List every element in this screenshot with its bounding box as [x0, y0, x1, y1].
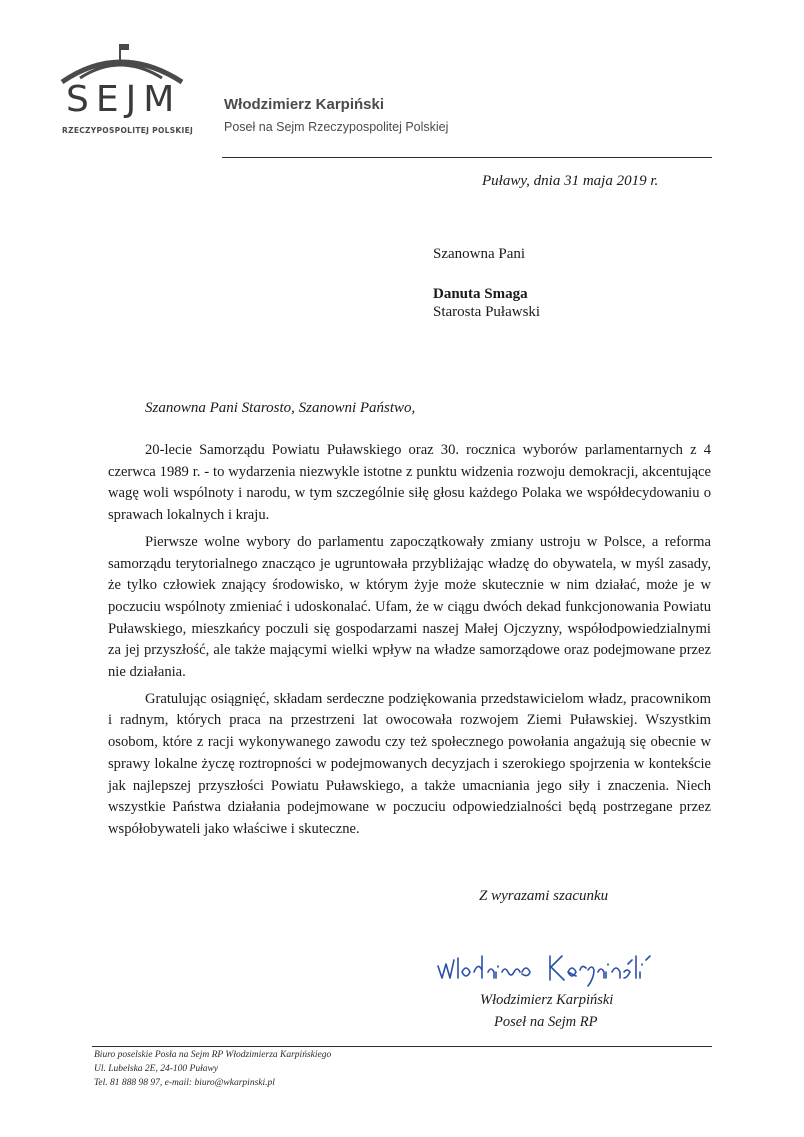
footer-contact: Tel. 81 888 98 97, e-mail: biuro@wkarpinski.pl	[94, 1078, 275, 1088]
body-paragraph: Gratulując osiągnięć, składam serdeczne podziękowania przedstawicielom władz, pracownikom i radnym, których praca na przestrzeni lat owocowała rozwojem Ziemi Puławskiej. Wszystkim osobom, które z racji wykonywanego zawodu czy też społecznego powołania angażują się obecnie w sprawy lokalne życzę roztropności w podejmowanych decyzjach i szerokiego spojrzenia w kontekście jak najlepszej przyszłości Powiatu Puławskiego, a także umacniania jego siły i znaczenia. Niech wszystkie Państwa działania podejmowane w poczuciu odpowiedzialności będą postrzegane przez współobywateli jako właściwe i skuteczne.	[108, 690, 711, 837]
letter-closing: Z wyrazami szacunku	[479, 888, 609, 904]
footer-address	[94, 1048, 331, 1090]
sender-name: Włodzimierz Karpiński	[224, 96, 385, 113]
body-paragraph: Pierwsze wolne wybory do parlamentu zapoczątkowały zmiany ustroju w Polsce, a reforma samorządu terytorialnego znacząco je ugruntowała przybliżając władzę do obywatela, w myśl zasady, że tylko człowiek znający środowisko, w którym żyje może skutecznie w nim działać, może je w poczuciu wspólnoty zmieniać i udoskonalać. Ufam, że w ciągu dwóch dekad funkcjonowania Powiatu Puławskiego, mieszkańcy poczuli się gospodarzami naszej Małej Ojczyzny, współodpowiedzialnymi za jej przyszłość, ale także mającymi wielki wpływ na władze samorządowe oraz podejmowane przez nie działania.	[108, 533, 711, 681]
body-paragraph: 20-lecie Samorządu Powiatu Puławskiego oraz 30. rocznica wyborów parlamentarnych z 4 czerwca 1989 r. - to wydarzenia niezwykle istotne z punktu widzenia rozwoju demokracji, akcentujące wagę woli wspólnoty i narodu, w tym szczególnie siłę głosu każdego Polaka we współdecydowaniu o sprawach lokalnych i kraju.	[108, 442, 711, 524]
logo-flag	[120, 44, 129, 50]
logo-subtitle: RZECZYPOSPOLITEJ POLSKIEJ	[62, 126, 194, 135]
letterhead-divider	[222, 157, 712, 158]
letter-date: Puławy, dnia 31 maja 2019 r.	[482, 173, 659, 189]
logo-wordmark: SEJM	[66, 79, 182, 120]
footer-divider	[92, 1046, 712, 1047]
letter-body	[108, 440, 711, 846]
letter-opening: Szanowna Pani Starosto, Szanowni Państwo,	[145, 400, 416, 416]
signatory-name: Włodzimierz Karpiński	[480, 992, 614, 1008]
recipient-name: Danuta Smaga	[433, 286, 528, 302]
handwritten-signature	[432, 948, 672, 988]
recipient-salutation: Szanowna Pani	[433, 246, 526, 262]
footer-street: Ul. Lubelska 2E, 24-100 Puławy	[94, 1064, 219, 1074]
signatory-title: Poseł na Sejm RP	[494, 1014, 598, 1030]
recipient-role: Starosta Puławski	[433, 304, 541, 320]
footer-office: Biuro poselskie Posła na Sejm RP Włodzimierza Karpińskiego	[94, 1050, 332, 1060]
sender-title: Poseł na Sejm Rzeczypospolitej Polskiej	[224, 120, 449, 134]
